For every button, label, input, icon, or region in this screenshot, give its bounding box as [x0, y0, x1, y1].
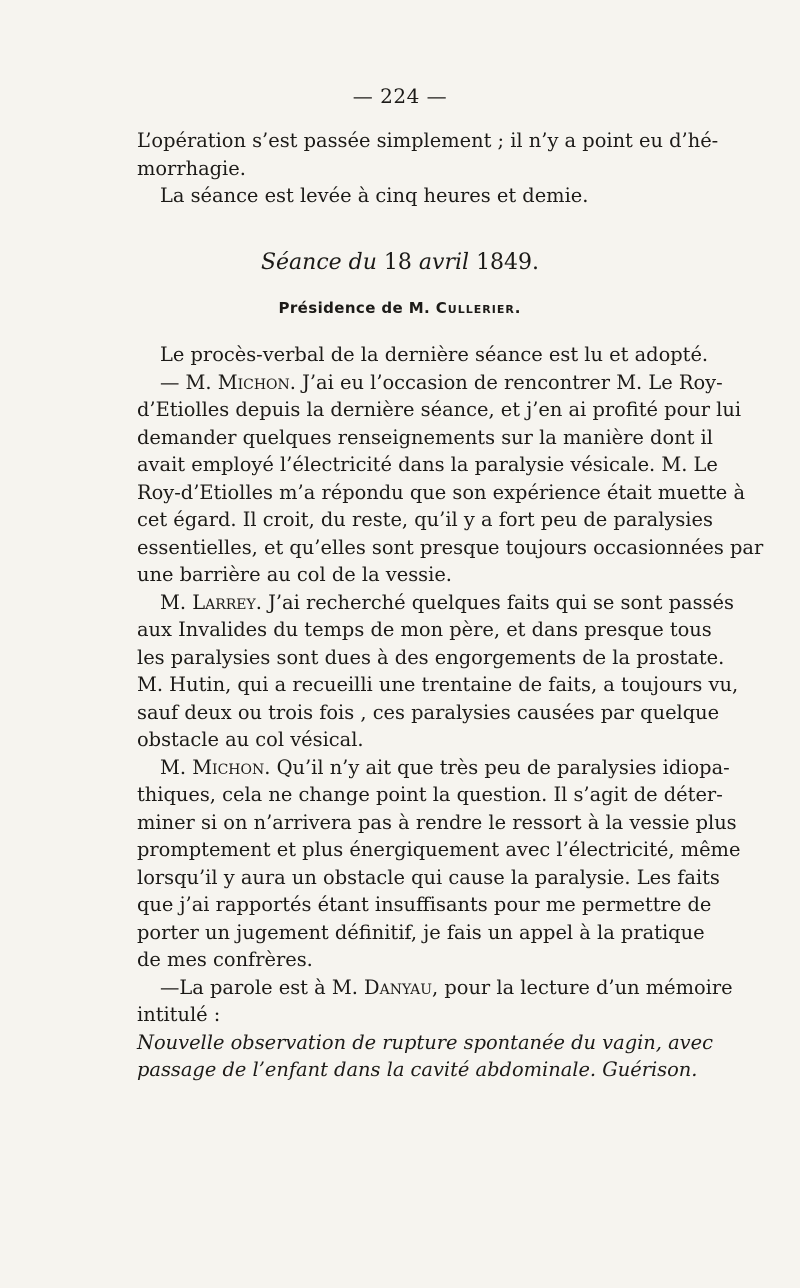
speaker-prefix: M. [160, 755, 187, 779]
text-line: porter un jugement définitif, je fais un appel à la pratique [137, 920, 705, 944]
text-line: aux Invalides du temps de mon père, et dans presque tous [137, 618, 712, 641]
speaker-name: Larrey. [192, 590, 262, 614]
text-line: thiques, cela ne change point la question. Il s’agit de déter- [137, 783, 723, 806]
president-name: Cullerier. [435, 299, 522, 317]
text-line: promptement et plus énergiquement avec l’électricité, même [137, 838, 741, 861]
speaker-name: Michon. [217, 370, 296, 394]
text-line: La séance est levée à cinq heures et demie. [160, 184, 589, 207]
presidence-line [0, 299, 800, 317]
text-line: Le procès-verbal de la dernière séance est lu et adopté. [160, 343, 709, 366]
text-line: d’Etiolles depuis la dernière séance, et j’en ai profité pour lui [137, 398, 742, 421]
text-line: obstacle au col vésical. [137, 728, 364, 751]
text-line: que j’ai rapportés étant insuffisants pour me permettre de [137, 893, 712, 916]
text-line: demander quelques renseignements sur la manière dont il [137, 425, 713, 449]
memoir-title-line: Nouvelle observation de rupture spontanée du vagin, avec [137, 1030, 713, 1054]
session-title-prefix: Séance du [260, 250, 377, 275]
text-line: M. Hutin, qui a recueilli une trentaine de faits, a toujours vu, [137, 673, 739, 696]
session-title-month: avril [418, 250, 470, 275]
speaker-text: J’ai eu l’occasion de rencontrer M. Le Roy- [302, 370, 723, 394]
speaker-prefix: — M. [160, 370, 212, 394]
text-line [137, 974, 733, 1002]
text-line: lorsqu’il y aura un obstacle qui cause la paralysie. Les faits [137, 865, 720, 889]
text-line: sauf deux ou trois fois , ces paralysies causées par quelque [137, 700, 720, 724]
text-line [137, 754, 730, 782]
text-line: de mes confrères. [137, 948, 313, 971]
speaker-text: J’ai recherché quelques faits qui se sont passés [268, 590, 734, 614]
minutes-body [137, 341, 764, 1084]
session-title-day: 18 [383, 250, 412, 275]
text-line: intitulé : [137, 1003, 221, 1026]
text-line [137, 369, 723, 397]
text-line: L’opération s’est passée simplement ; il n’y a point eu d’hé- [137, 129, 719, 152]
text-line [137, 589, 734, 617]
text-line: miner si on n’arrivera pas à rendre le ressort à la vessie plus [137, 810, 737, 834]
speaker-name: Danyau, [364, 975, 439, 999]
page-number: — 224 — [352, 84, 448, 108]
text-line: Roy-d’Etiolles m’a répondu que son expérience était muette à [137, 480, 746, 504]
text-line: avait employé l’électricité dans la paralysie vésicale. M. Le [137, 453, 718, 476]
session-title [0, 250, 800, 275]
presidence-prefix: Présidence de M. [278, 299, 431, 317]
speaker-prefix: —La parole est à M. [160, 975, 358, 999]
text-line: essentielles, et qu’elles sont presque toujours occasionnées par [137, 535, 764, 559]
session-title-year: 1849. [476, 250, 540, 275]
speaker-text: Qu’il n’y ait que très peu de paralysies idiopa- [276, 755, 730, 779]
speaker-prefix: M. [160, 590, 187, 614]
text-line: une barrière au col de la vessie. [137, 563, 452, 586]
memoir-title-line: passage de l’enfant dans la cavité abdominale. Guérison. [137, 1058, 698, 1081]
text-line: les paralysies sont dues à des engorgements de la prostate. [137, 645, 725, 669]
text-line: cet égard. Il croit, du reste, qu’il y a fort peu de paralysies [137, 508, 713, 531]
speaker-name: Michon. [192, 755, 271, 779]
speaker-text: pour la lecture d’un mémoire [444, 975, 733, 999]
closing-paragraphs [137, 127, 719, 210]
text-line: morrhagie. [137, 156, 246, 180]
